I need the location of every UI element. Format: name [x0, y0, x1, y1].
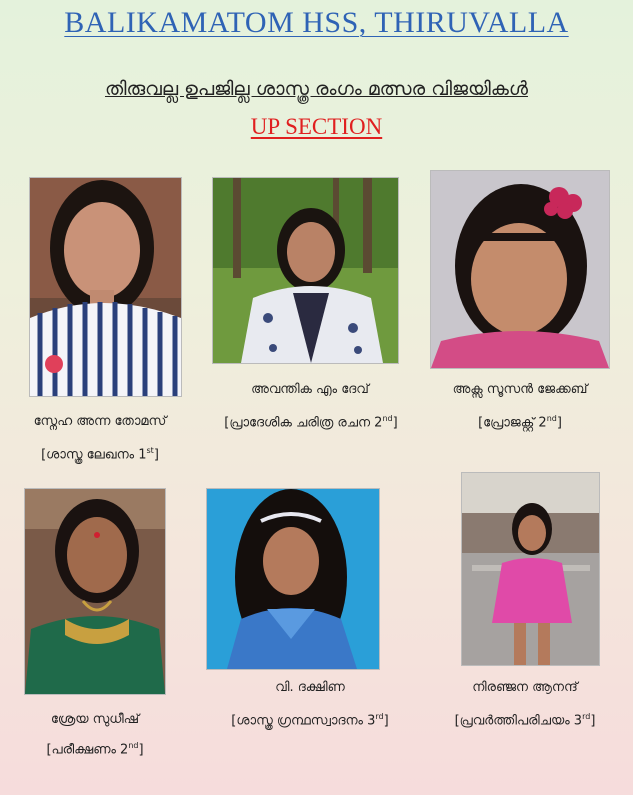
winner-name-1: സ്നേഹ അന്ന തോമസ്	[33, 414, 167, 429]
winner-photo-1	[29, 177, 182, 397]
winner-name-3: അക്സ സൂസൻ ജേക്കബ്	[452, 382, 588, 397]
winner-event-3: [പ്രോജക്റ്റ് 2nd]	[478, 414, 562, 431]
winner-event-4: [പരീക്ഷണം 2nd]	[46, 741, 144, 758]
winner-photo-6	[461, 472, 600, 666]
winner-name-2: അവന്തിക എം ദേവ്	[251, 382, 369, 397]
school-title: BALIKAMATOM HSS, THIRUVALLA	[64, 6, 569, 39]
winner-photo-4	[24, 488, 166, 695]
winner-photo-3	[430, 170, 610, 369]
winner-photo-5	[206, 488, 380, 670]
winner-event-2: [പ്രാദേശിക ചരിത്ര രചന 2nd]	[224, 414, 398, 431]
winner-name-4: ശ്രേയ സുധീഷ്	[50, 712, 140, 727]
subtitle-winners: തിരുവല്ല ഉപജില്ല ശാസ്ത്ര രംഗം മത്സര വിജയികൾ	[105, 78, 528, 100]
winner-name-5: വി. ദക്ഷിണ	[275, 680, 345, 695]
winner-event-5: [ശാസ്ത്ര ഗ്രന്ഥസ്വാദനം 3rd]	[231, 712, 389, 729]
section-title: UP SECTION	[250, 114, 383, 139]
winner-photo-2	[212, 177, 399, 364]
winner-event-6: [പ്രവർത്തിപരിചയം 3rd]	[454, 712, 596, 729]
winner-name-6: നിരഞ്ജന ആനന്ദ്	[472, 680, 578, 695]
winner-event-1: [ശാസ്ത്ര ലേഖനം 1st]	[41, 446, 159, 463]
